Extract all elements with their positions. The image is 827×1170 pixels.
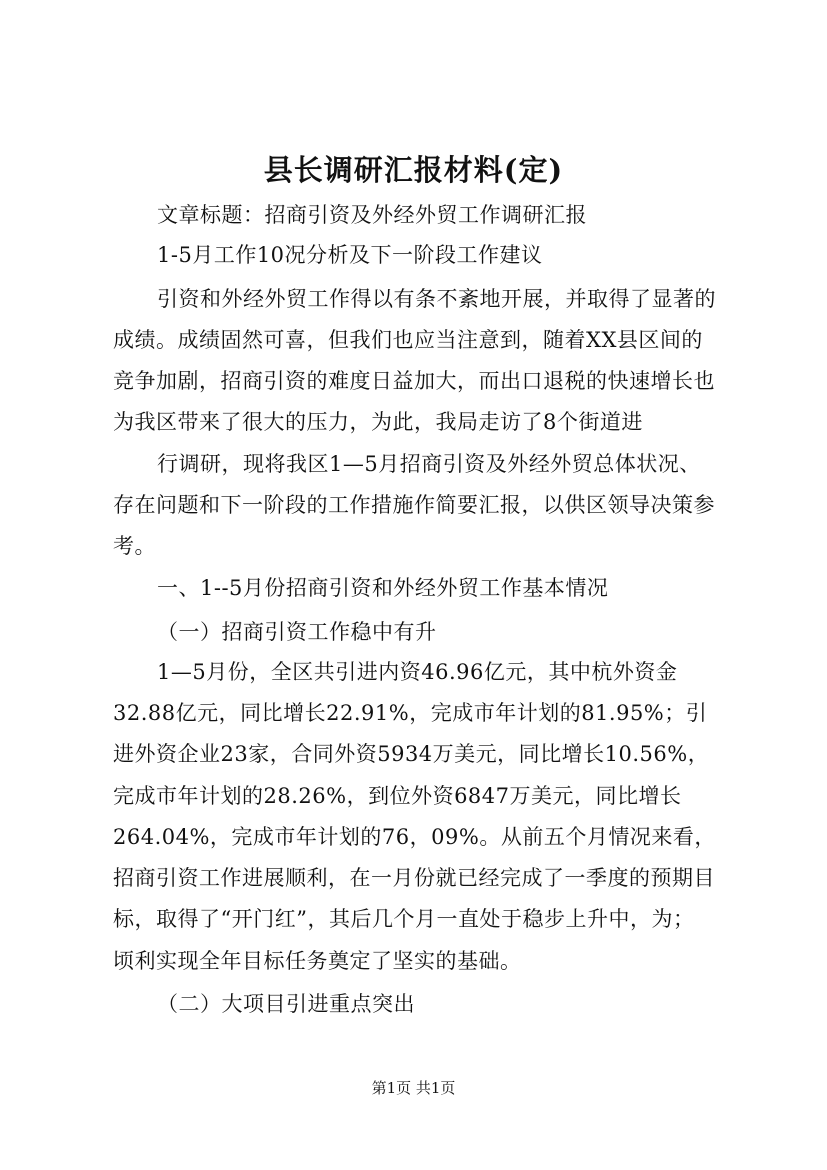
text-line: 存在问题和下一阶段的工作措施作简要汇报，以供区领导决策参 [113,493,715,517]
text-line: 成绩。成绩固然可喜，但我们也应当注意到，随着XX县区间的 [113,328,703,352]
page-footer: 第1页 共1页 [371,1079,456,1097]
text-line: 文章标题：招商引资及外经外贸工作调研汇报 [157,203,587,227]
text-line: 引资和外经外贸工作得以有条不紊地开展，并取得了显著的 [157,287,716,311]
document-title: 县长调研汇报材料(定) [263,153,564,187]
text-line: 顷利实现全年目标任务奠定了坚实的基础。 [113,949,522,973]
text-line: 1-5月工作10况分析及下一阶段工作建议 [157,243,543,267]
subsection-heading: （二）大项目引进重点突出 [157,992,415,1016]
text-line: 标，取得了“开门红”，其后几个月一直处于稳步上升中，为； [113,907,695,931]
text-line: 32.88亿元，同比增长22.91%，完成市年计划的81.95%；引 [113,701,708,725]
section-heading: 一、1--5月份招商引资和外经外贸工作基本情况 [157,576,609,600]
text-line: 完成市年计划的28.26%，到位外资6847万美元，同比增长 [113,784,682,808]
subsection-heading: （一）招商引资工作稳中有升 [157,620,437,644]
text-line: 264.04%，完成市年计划的76，09%。从前五个月情况来看， [113,825,716,849]
text-line: 1—5月份，全区共引进内资46.96亿元，其中杭外资金 [157,660,678,684]
text-line: 行调研，现将我区1—5月招商引资及外经外贸总体状况、 [157,452,701,476]
text-line: 为我区带来了很大的压力，为此，我局走访了8个街道进 [113,410,643,434]
text-line: 进外资企业23家，合同外资5934万美元，同比增长10.56%， [113,742,710,766]
text-line: 招商引资工作进展顺利，在一月份就已经完成了一季度的预期目 [113,866,715,890]
text-line: 考。 [113,534,156,558]
text-line: 竞争加剧，招商引资的难度日益加大，而出口退税的快速增长也 [113,369,715,393]
